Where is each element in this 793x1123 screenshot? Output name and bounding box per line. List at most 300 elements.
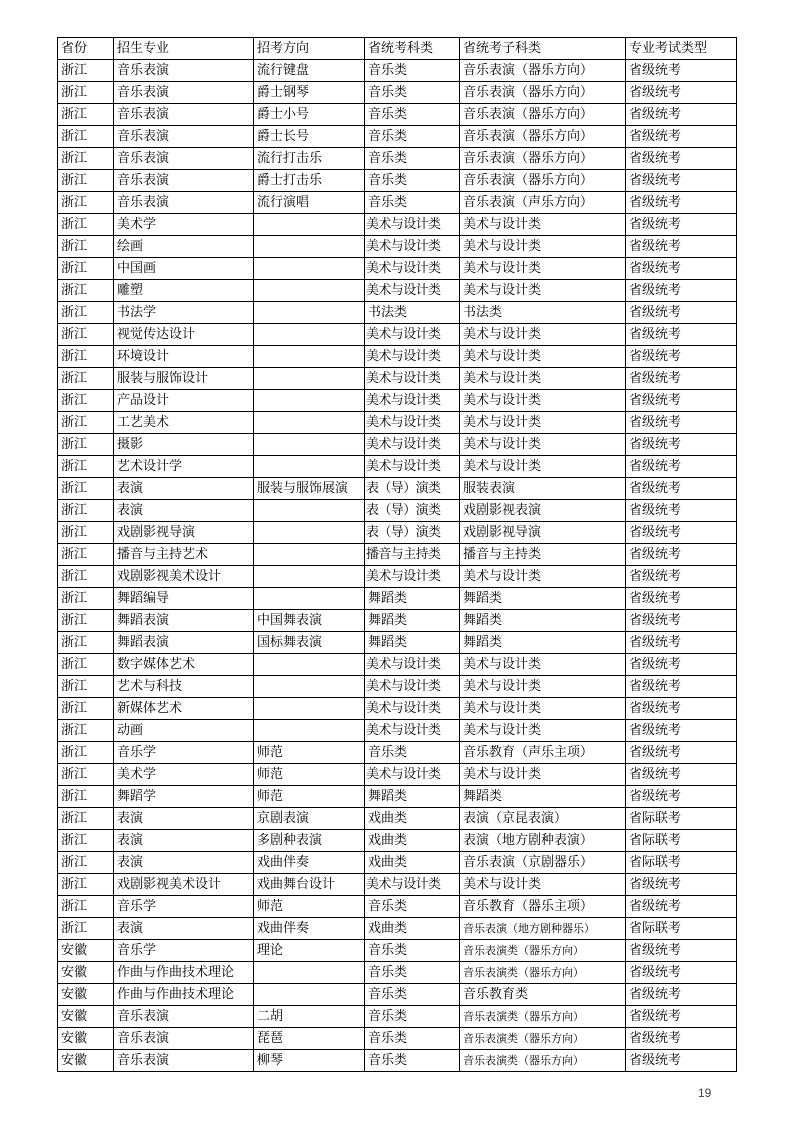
exam-category-cell: 舞蹈类: [365, 632, 460, 654]
table-row: [58, 368, 737, 390]
major-cell: 艺术与科技: [114, 676, 254, 698]
province-cell: 浙江: [58, 588, 114, 610]
province-cell: 浙江: [58, 324, 114, 346]
major-cell: 数字媒体艺术: [114, 654, 254, 676]
major-cell: 舞蹈表演: [114, 610, 254, 632]
direction-cell: 流行演唱: [254, 192, 365, 214]
exam-type-cell: 省级统考: [626, 302, 737, 324]
exam-category-cell: 音乐类: [365, 984, 460, 1006]
direction-cell: 流行打击乐: [254, 148, 365, 170]
exam-type-cell: 省级统考: [626, 434, 737, 456]
province-cell: 浙江: [58, 368, 114, 390]
province-cell: 浙江: [58, 830, 114, 852]
exam-category-cell: 音乐类: [365, 940, 460, 962]
major-cell: 美术学: [114, 764, 254, 786]
table-row: [58, 500, 737, 522]
major-cell: 雕塑: [114, 280, 254, 302]
table-row: [58, 324, 737, 346]
exam-subcategory-cell: 音乐表演类（器乐方向）: [460, 962, 626, 984]
exam-subcategory-cell: 服装表演: [460, 478, 626, 500]
exam-category-cell: 音乐类: [365, 60, 460, 82]
major-cell: 音乐表演: [114, 1028, 254, 1050]
header-direction: 招考方向: [254, 38, 365, 60]
province-cell: 浙江: [58, 676, 114, 698]
major-cell: 音乐表演: [114, 82, 254, 104]
page-number: 19: [698, 1086, 712, 1100]
major-cell: 音乐表演: [114, 148, 254, 170]
direction-cell: 爵士长号: [254, 126, 365, 148]
exam-subcategory-cell: 音乐教育类: [460, 984, 626, 1006]
major-cell: 音乐学: [114, 742, 254, 764]
exam-type-cell: 省级统考: [626, 236, 737, 258]
exam-subcategory-cell: 音乐表演类（器乐方向）: [460, 1050, 626, 1072]
table-row: [58, 808, 737, 830]
exam-subcategory-cell: 音乐教育（器乐主项）: [460, 896, 626, 918]
major-cell: 动画: [114, 720, 254, 742]
header-exam-category: 省统考科类: [365, 38, 460, 60]
exam-category-cell: 音乐类: [365, 148, 460, 170]
exam-category-cell: 美术与设计类: [365, 280, 460, 302]
direction-cell: [254, 456, 365, 478]
table-row: [58, 104, 737, 126]
table-row: [58, 962, 737, 984]
exam-type-cell: 省级统考: [626, 610, 737, 632]
exam-subcategory-cell: 表演（地方剧种表演）: [460, 830, 626, 852]
table-row: [58, 852, 737, 874]
exam-category-cell: 美术与设计类: [365, 566, 460, 588]
exam-category-cell: 美术与设计类: [365, 236, 460, 258]
direction-cell: [254, 500, 365, 522]
exam-type-cell: 省级统考: [626, 962, 737, 984]
major-cell: 表演: [114, 918, 254, 940]
province-cell: 安徽: [58, 1028, 114, 1050]
table-row: [58, 698, 737, 720]
exam-subcategory-cell: 音乐表演（器乐方向）: [460, 82, 626, 104]
table-row: [58, 742, 737, 764]
direction-cell: 多剧种表演: [254, 830, 365, 852]
major-cell: 服装与服饰设计: [114, 368, 254, 390]
direction-cell: [254, 720, 365, 742]
exam-subcategory-cell: 舞蹈类: [460, 588, 626, 610]
major-cell: 音乐表演: [114, 104, 254, 126]
header-major: 招生专业: [114, 38, 254, 60]
province-cell: 浙江: [58, 544, 114, 566]
province-cell: 浙江: [58, 610, 114, 632]
exam-category-cell: 美术与设计类: [365, 720, 460, 742]
direction-cell: [254, 214, 365, 236]
table-row: [58, 434, 737, 456]
exam-category-cell: 音乐类: [365, 192, 460, 214]
major-cell: 戏剧影视导演: [114, 522, 254, 544]
province-cell: 浙江: [58, 874, 114, 896]
table-row: [58, 896, 737, 918]
exam-subcategory-cell: 表演（京昆表演）: [460, 808, 626, 830]
table-row: [58, 720, 737, 742]
exam-type-cell: 省际联考: [626, 808, 737, 830]
exam-type-cell: 省级统考: [626, 478, 737, 500]
table-row: [58, 522, 737, 544]
exam-category-cell: 美术与设计类: [365, 654, 460, 676]
exam-category-cell: 美术与设计类: [365, 258, 460, 280]
exam-category-cell: 美术与设计类: [365, 456, 460, 478]
province-cell: 浙江: [58, 808, 114, 830]
exam-subcategory-cell: 美术与设计类: [460, 654, 626, 676]
exam-type-cell: 省级统考: [626, 1006, 737, 1028]
exam-subcategory-cell: 美术与设计类: [460, 346, 626, 368]
table-row: [58, 1006, 737, 1028]
exam-category-cell: 美术与设计类: [365, 324, 460, 346]
direction-cell: [254, 412, 365, 434]
province-cell: 浙江: [58, 896, 114, 918]
exam-type-cell: 省级统考: [626, 786, 737, 808]
exam-type-cell: 省级统考: [626, 522, 737, 544]
direction-cell: [254, 390, 365, 412]
direction-cell: 中国舞表演: [254, 610, 365, 632]
table-row: [58, 346, 737, 368]
exam-category-cell: 播音与主持类: [365, 544, 460, 566]
exam-subcategory-cell: 音乐表演（器乐方向）: [460, 104, 626, 126]
table-row: [58, 236, 737, 258]
exam-type-cell: 省级统考: [626, 82, 737, 104]
exam-type-cell: 省级统考: [626, 1050, 737, 1072]
exam-subcategory-cell: 音乐表演类（器乐方向）: [460, 1028, 626, 1050]
major-cell: 中国画: [114, 258, 254, 280]
exam-subcategory-cell: 美术与设计类: [460, 566, 626, 588]
direction-cell: 师范: [254, 764, 365, 786]
province-cell: 浙江: [58, 258, 114, 280]
exam-type-cell: 省级统考: [626, 698, 737, 720]
exam-subcategory-cell: 美术与设计类: [460, 324, 626, 346]
direction-cell: [254, 588, 365, 610]
exam-subcategory-cell: 美术与设计类: [460, 280, 626, 302]
major-cell: 舞蹈学: [114, 786, 254, 808]
table-row: [58, 170, 737, 192]
exam-category-cell: 美术与设计类: [365, 346, 460, 368]
exam-category-cell: 美术与设计类: [365, 390, 460, 412]
table-row: [58, 830, 737, 852]
exam-category-cell: 音乐类: [365, 126, 460, 148]
province-cell: 浙江: [58, 236, 114, 258]
table-row: [58, 82, 737, 104]
province-cell: 浙江: [58, 918, 114, 940]
exam-category-cell: 美术与设计类: [365, 764, 460, 786]
province-cell: 浙江: [58, 104, 114, 126]
exam-type-cell: 省级统考: [626, 126, 737, 148]
province-cell: 浙江: [58, 434, 114, 456]
major-cell: 表演: [114, 500, 254, 522]
major-cell: 音乐表演: [114, 192, 254, 214]
exam-subcategory-cell: 音乐表演（器乐方向）: [460, 170, 626, 192]
exam-subcategory-cell: 音乐表演类（器乐方向）: [460, 940, 626, 962]
table-row: [58, 1050, 737, 1072]
exam-subcategory-cell: 播音与主持类: [460, 544, 626, 566]
table-row: [58, 280, 737, 302]
province-cell: 浙江: [58, 302, 114, 324]
direction-cell: 琵琶: [254, 1028, 365, 1050]
exam-type-cell: 省级统考: [626, 1028, 737, 1050]
exam-subcategory-cell: 美术与设计类: [460, 456, 626, 478]
exam-type-cell: 省级统考: [626, 456, 737, 478]
direction-cell: [254, 698, 365, 720]
exam-subcategory-cell: 音乐表演（器乐方向）: [460, 148, 626, 170]
exam-category-cell: 戏曲类: [365, 830, 460, 852]
exam-category-cell: 美术与设计类: [365, 368, 460, 390]
table-row: [58, 566, 737, 588]
direction-cell: [254, 522, 365, 544]
table-row: [58, 302, 737, 324]
exam-type-cell: 省际联考: [626, 918, 737, 940]
province-cell: 浙江: [58, 412, 114, 434]
direction-cell: 爵士钢琴: [254, 82, 365, 104]
province-cell: 安徽: [58, 984, 114, 1006]
table-row: [58, 654, 737, 676]
major-cell: 书法学: [114, 302, 254, 324]
direction-cell: [254, 676, 365, 698]
exam-type-cell: 省级统考: [626, 258, 737, 280]
province-cell: 安徽: [58, 962, 114, 984]
province-cell: 浙江: [58, 346, 114, 368]
admission-table: [57, 37, 737, 1072]
province-cell: 浙江: [58, 390, 114, 412]
table-row: [58, 984, 737, 1006]
table-row: [58, 60, 737, 82]
exam-subcategory-cell: 戏剧影视导演: [460, 522, 626, 544]
direction-cell: [254, 236, 365, 258]
exam-type-cell: 省级统考: [626, 500, 737, 522]
header-exam-type: 专业考试类型: [626, 38, 737, 60]
province-cell: 安徽: [58, 940, 114, 962]
table-row: [58, 478, 737, 500]
province-cell: 浙江: [58, 478, 114, 500]
province-cell: 安徽: [58, 1050, 114, 1072]
major-cell: 舞蹈表演: [114, 632, 254, 654]
table-row: [58, 676, 737, 698]
major-cell: 表演: [114, 830, 254, 852]
province-cell: 浙江: [58, 148, 114, 170]
exam-subcategory-cell: 音乐教育（声乐主项）: [460, 742, 626, 764]
direction-cell: [254, 962, 365, 984]
province-cell: 浙江: [58, 786, 114, 808]
exam-type-cell: 省级统考: [626, 368, 737, 390]
exam-type-cell: 省级统考: [626, 170, 737, 192]
province-cell: 浙江: [58, 698, 114, 720]
province-cell: 浙江: [58, 742, 114, 764]
exam-type-cell: 省级统考: [626, 324, 737, 346]
major-cell: 视觉传达设计: [114, 324, 254, 346]
exam-type-cell: 省际联考: [626, 852, 737, 874]
exam-category-cell: 书法类: [365, 302, 460, 324]
table-row: [58, 918, 737, 940]
province-cell: 浙江: [58, 720, 114, 742]
exam-subcategory-cell: 美术与设计类: [460, 412, 626, 434]
province-cell: 浙江: [58, 764, 114, 786]
exam-subcategory-cell: 音乐表演类（器乐方向）: [460, 1006, 626, 1028]
major-cell: 表演: [114, 478, 254, 500]
exam-category-cell: 美术与设计类: [365, 676, 460, 698]
table-row: [58, 412, 737, 434]
exam-category-cell: 美术与设计类: [365, 874, 460, 896]
direction-cell: 流行键盘: [254, 60, 365, 82]
province-cell: 浙江: [58, 82, 114, 104]
table-row: [58, 390, 737, 412]
table-row: [58, 874, 737, 896]
exam-category-cell: 美术与设计类: [365, 698, 460, 720]
exam-type-cell: 省级统考: [626, 346, 737, 368]
exam-subcategory-cell: 美术与设计类: [460, 764, 626, 786]
table-row: [58, 258, 737, 280]
province-cell: 浙江: [58, 214, 114, 236]
exam-category-cell: 音乐类: [365, 1050, 460, 1072]
exam-subcategory-cell: 美术与设计类: [460, 236, 626, 258]
exam-type-cell: 省级统考: [626, 566, 737, 588]
exam-type-cell: 省级统考: [626, 104, 737, 126]
province-cell: 浙江: [58, 852, 114, 874]
exam-subcategory-cell: 音乐表演（器乐方向）: [460, 60, 626, 82]
exam-subcategory-cell: 美术与设计类: [460, 698, 626, 720]
direction-cell: 师范: [254, 896, 365, 918]
exam-subcategory-cell: 美术与设计类: [460, 368, 626, 390]
exam-subcategory-cell: 音乐表演（地方剧种器乐）: [460, 918, 626, 940]
table-row: [58, 764, 737, 786]
exam-subcategory-cell: 美术与设计类: [460, 390, 626, 412]
major-cell: 工艺美术: [114, 412, 254, 434]
direction-cell: [254, 566, 365, 588]
exam-type-cell: 省级统考: [626, 896, 737, 918]
exam-subcategory-cell: 美术与设计类: [460, 214, 626, 236]
table-row: [58, 148, 737, 170]
province-cell: 浙江: [58, 500, 114, 522]
table-row: [58, 940, 737, 962]
direction-cell: [254, 368, 365, 390]
exam-type-cell: 省级统考: [626, 874, 737, 896]
direction-cell: 理论: [254, 940, 365, 962]
exam-category-cell: 音乐类: [365, 104, 460, 126]
exam-category-cell: 音乐类: [365, 170, 460, 192]
exam-type-cell: 省级统考: [626, 720, 737, 742]
exam-subcategory-cell: 戏剧影视表演: [460, 500, 626, 522]
header-exam-subcategory: 省统考子科类: [460, 38, 626, 60]
exam-category-cell: 美术与设计类: [365, 434, 460, 456]
exam-subcategory-cell: 舞蹈类: [460, 786, 626, 808]
exam-category-cell: 表（导）演类: [365, 522, 460, 544]
exam-type-cell: 省际联考: [626, 830, 737, 852]
major-cell: 表演: [114, 852, 254, 874]
province-cell: 浙江: [58, 566, 114, 588]
exam-category-cell: 音乐类: [365, 1028, 460, 1050]
province-cell: 浙江: [58, 456, 114, 478]
exam-type-cell: 省级统考: [626, 764, 737, 786]
exam-subcategory-cell: 美术与设计类: [460, 676, 626, 698]
major-cell: 戏剧影视美术设计: [114, 874, 254, 896]
direction-cell: 戏曲舞台设计: [254, 874, 365, 896]
direction-cell: [254, 434, 365, 456]
direction-cell: 国标舞表演: [254, 632, 365, 654]
province-cell: 安徽: [58, 1006, 114, 1028]
direction-cell: 师范: [254, 742, 365, 764]
province-cell: 浙江: [58, 632, 114, 654]
exam-category-cell: 音乐类: [365, 962, 460, 984]
direction-cell: [254, 346, 365, 368]
table-row: [58, 1028, 737, 1050]
exam-type-cell: 省级统考: [626, 544, 737, 566]
exam-subcategory-cell: 美术与设计类: [460, 720, 626, 742]
exam-subcategory-cell: 舞蹈类: [460, 632, 626, 654]
exam-type-cell: 省级统考: [626, 280, 737, 302]
exam-type-cell: 省级统考: [626, 412, 737, 434]
exam-category-cell: 表（导）演类: [365, 500, 460, 522]
exam-subcategory-cell: 书法类: [460, 302, 626, 324]
province-cell: 浙江: [58, 192, 114, 214]
province-cell: 浙江: [58, 654, 114, 676]
major-cell: 表演: [114, 808, 254, 830]
table-row: [58, 786, 737, 808]
major-cell: 艺术设计学: [114, 456, 254, 478]
exam-category-cell: 戏曲类: [365, 808, 460, 830]
table-row: [58, 192, 737, 214]
direction-cell: 戏曲伴奏: [254, 852, 365, 874]
direction-cell: 戏曲伴奏: [254, 918, 365, 940]
table-body: [58, 60, 737, 1072]
exam-type-cell: 省级统考: [626, 632, 737, 654]
direction-cell: [254, 654, 365, 676]
exam-category-cell: 表（导）演类: [365, 478, 460, 500]
major-cell: 产品设计: [114, 390, 254, 412]
province-cell: 浙江: [58, 126, 114, 148]
direction-cell: 柳琴: [254, 1050, 365, 1072]
major-cell: 新媒体艺术: [114, 698, 254, 720]
exam-type-cell: 省级统考: [626, 148, 737, 170]
exam-type-cell: 省级统考: [626, 192, 737, 214]
header-province: 省份: [58, 38, 114, 60]
table-row: [58, 588, 737, 610]
major-cell: 绘画: [114, 236, 254, 258]
exam-category-cell: 音乐类: [365, 742, 460, 764]
major-cell: 环境设计: [114, 346, 254, 368]
exam-category-cell: 美术与设计类: [365, 412, 460, 434]
exam-category-cell: 舞蹈类: [365, 588, 460, 610]
exam-type-cell: 省级统考: [626, 60, 737, 82]
table-row: [58, 126, 737, 148]
table-row: [58, 214, 737, 236]
table-row: [58, 544, 737, 566]
exam-type-cell: 省级统考: [626, 390, 737, 412]
exam-subcategory-cell: 美术与设计类: [460, 874, 626, 896]
exam-category-cell: 音乐类: [365, 82, 460, 104]
major-cell: 戏剧影视美术设计: [114, 566, 254, 588]
direction-cell: [254, 324, 365, 346]
major-cell: 作曲与作曲技术理论: [114, 962, 254, 984]
major-cell: 音乐表演: [114, 60, 254, 82]
major-cell: 舞蹈编导: [114, 588, 254, 610]
direction-cell: [254, 258, 365, 280]
exam-subcategory-cell: 美术与设计类: [460, 258, 626, 280]
exam-type-cell: 省级统考: [626, 940, 737, 962]
direction-cell: 爵士小号: [254, 104, 365, 126]
direction-cell: 京剧表演: [254, 808, 365, 830]
major-cell: 音乐表演: [114, 1006, 254, 1028]
direction-cell: 爵士打击乐: [254, 170, 365, 192]
exam-subcategory-cell: 舞蹈类: [460, 610, 626, 632]
major-cell: 音乐表演: [114, 1050, 254, 1072]
major-cell: 播音与主持艺术: [114, 544, 254, 566]
exam-subcategory-cell: 音乐表演（器乐方向）: [460, 126, 626, 148]
exam-type-cell: 省级统考: [626, 654, 737, 676]
direction-cell: 师范: [254, 786, 365, 808]
direction-cell: [254, 302, 365, 324]
exam-type-cell: 省级统考: [626, 588, 737, 610]
direction-cell: [254, 544, 365, 566]
major-cell: 美术学: [114, 214, 254, 236]
